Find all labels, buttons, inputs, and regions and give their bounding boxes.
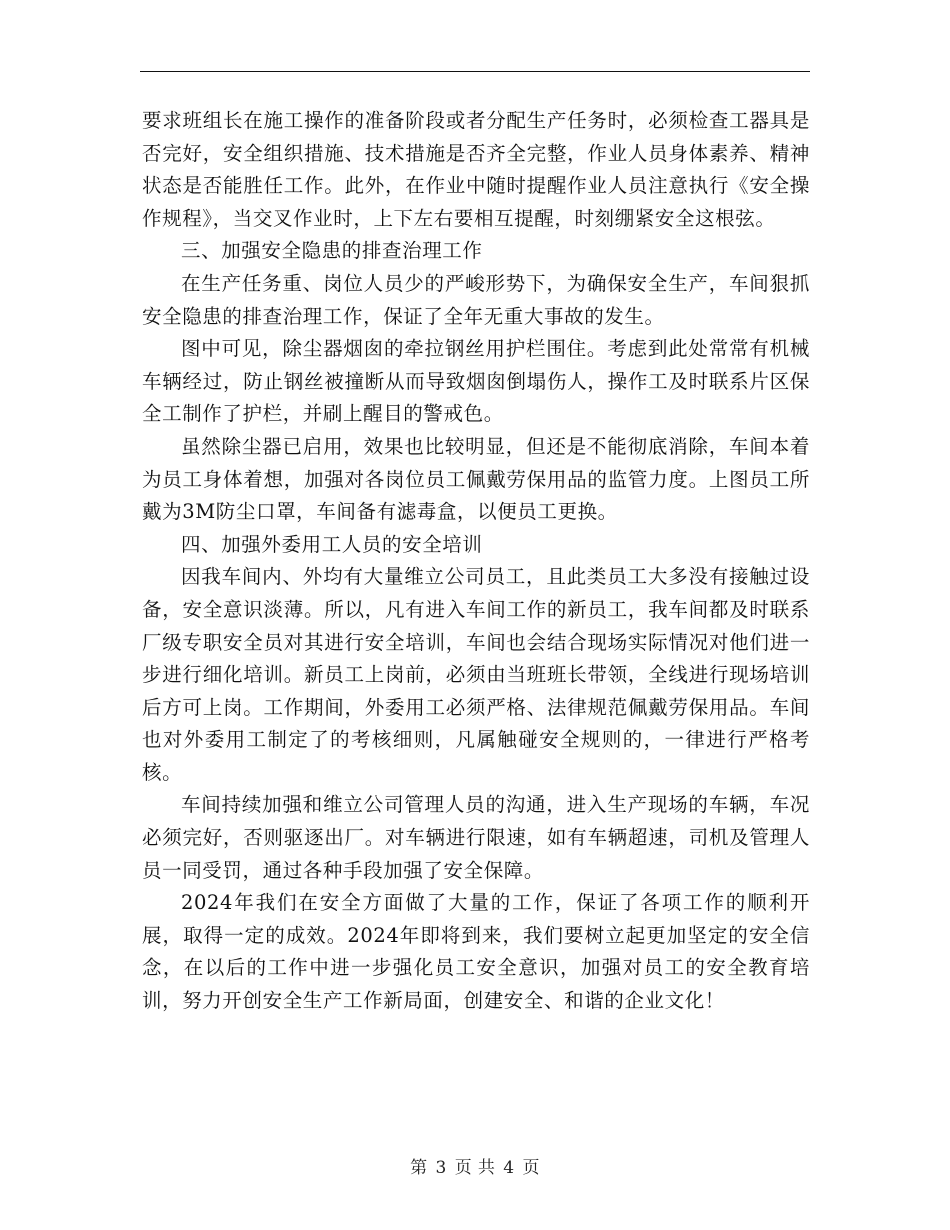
page-label-mid: 页 共: [454, 1158, 496, 1178]
paragraph: 虽然除尘器已启用，效果也比较明显，但还是不能彻底消除，车间本着为员工身体着想，加强对各岗位员工佩戴劳保用品的监管力度。上图员工所戴为3M防尘口罩，车间备有滤毒盒，以便员工更换。: [142, 434, 810, 524]
page-footer: [0, 1153, 950, 1178]
paragraph: 要求班组长在施工操作的准备阶段或者分配生产任务时，必须检查工器具是否完好，安全组织措施、技术措施是否齐全完整，作业人员身体素养、精神状态是否能胜任工作。此外，在作业中随时提醒作业人员注意执行《安全操作规程》，当交叉作业时，上下左右要相互提醒，时刻绷紧安全这根弦。: [142, 109, 810, 230]
paragraph: 图中可见，除尘器烟囱的牵拉钢丝用护栏围住。考虑到此处常常有机械车辆经过，防止钢丝被撞断从而导致烟囱倒塌伤人，操作工及时联系片区保全工制作了护栏，并刷上醒目的警戒色。: [142, 337, 810, 426]
total-pages-number: 4: [503, 1158, 515, 1178]
page-label-suffix: 页: [522, 1158, 540, 1178]
header-rule: [140, 71, 810, 72]
paragraph: 车间持续加强和维立公司管理人员的沟通，进入生产现场的车辆，车况必须完好，否则驱逐出厂。对车辆进行限速，如有车辆超速，司机及管理人员一同受罚，通过各种手段加强了安全保障。: [142, 793, 810, 882]
paragraph: 2024年我们在安全方面做了大量的工作，保证了各项工作的顺利开展，取得一定的成效。2024年即将到来，我们要树立起更加坚定的安全信念，在以后的工作中进一步强化员工安全意识，加强对员工的安全教育培训，努力开创安全生产工作新局面，创建安全、和谐的企业文化！: [142, 891, 810, 1013]
section-heading: 三、加强安全隐患的排查治理工作: [181, 239, 483, 263]
current-page-number: 3: [435, 1158, 447, 1178]
paragraph: 因我车间内、外均有大量维立公司员工，且此类员工大多没有接触过设备，安全意识淡薄。所以，凡有进入车间工作的新员工，我车间都及时联系厂级专职安全员对其进行安全培训，车间也会结合现场实际情况对他们进一步进行细化培训。新员工上岗前，必须由当班班长带领，全线进行现场培训后方可上岗。工作期间，外委用工必须严格、法律规范佩戴劳保用品。车间也对外委用工制定了的考核细则，凡属触碰安全规则的，一律进行严格考核。: [142, 565, 810, 784]
paragraph: 在生产任务重、岗位人员少的严峻形势下，为确保安全生产，车间狠抓安全隐患的排查治理工作，保证了全年无重大事故的发生。: [142, 271, 810, 328]
document-body: [142, 105, 810, 1018]
section-heading: 四、加强外委用工人员的安全培训: [181, 532, 483, 556]
page-label-prefix: 第: [410, 1158, 428, 1178]
